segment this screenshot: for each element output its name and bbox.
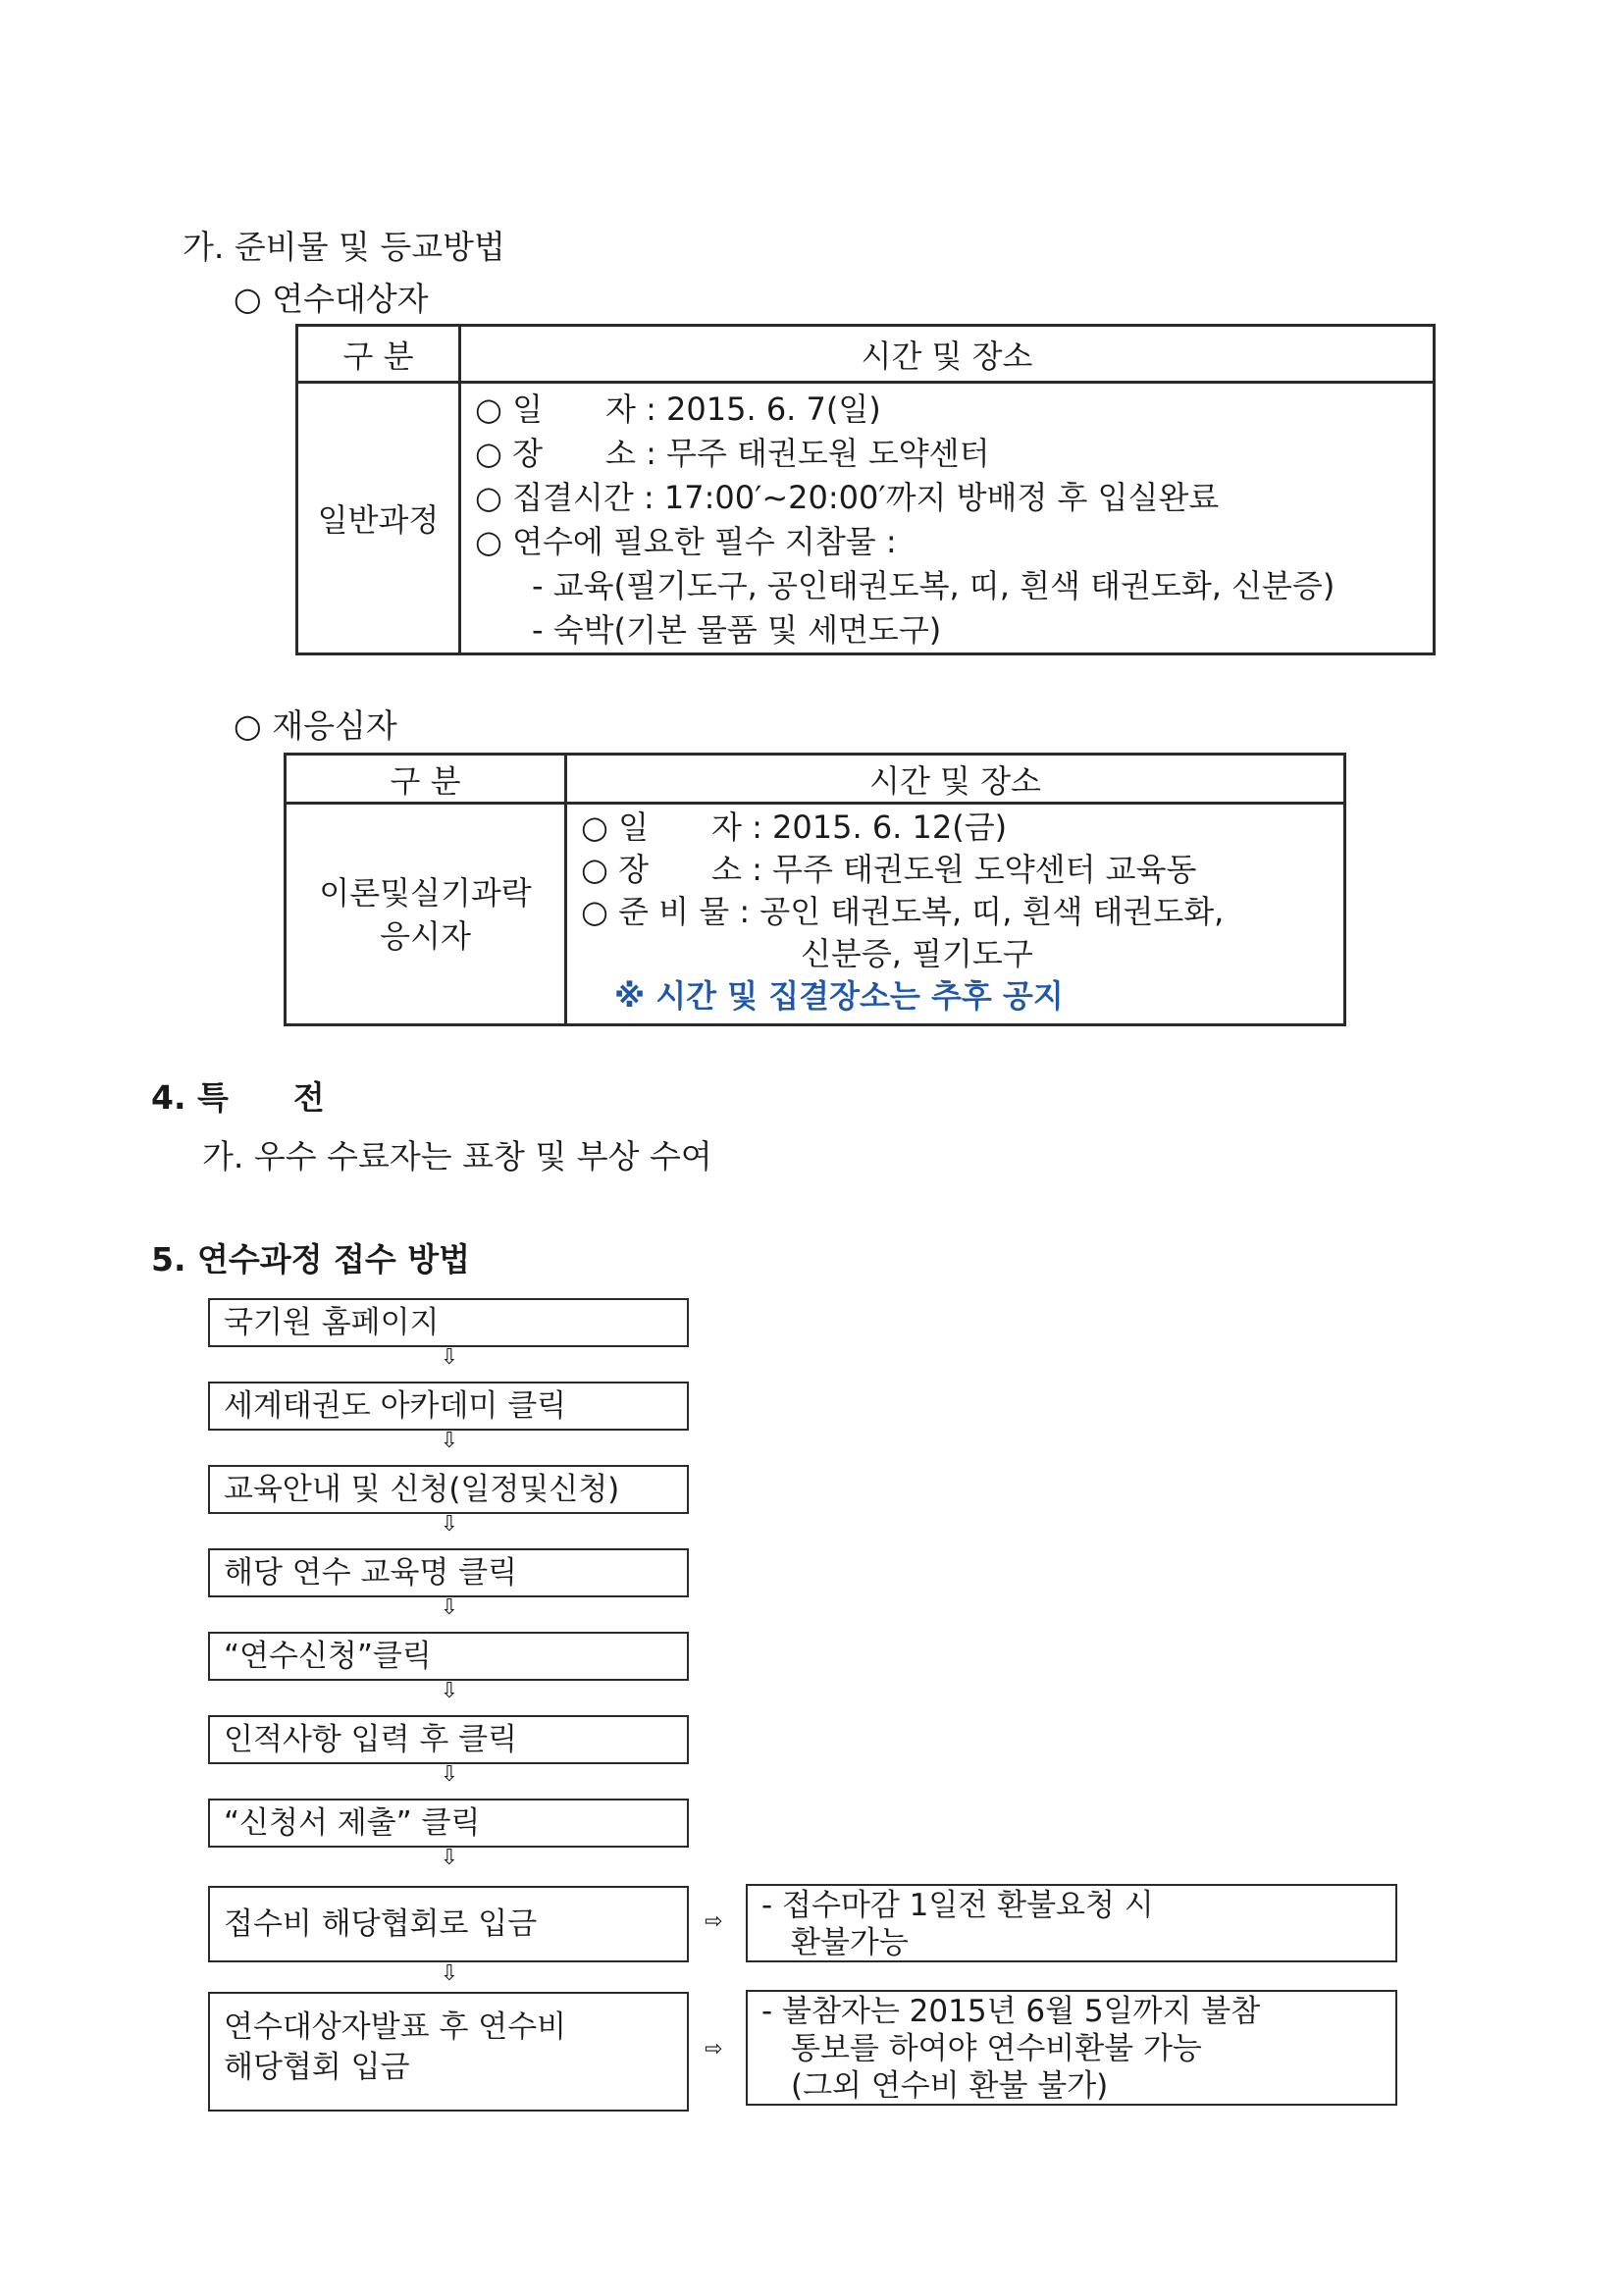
details-cell [566,804,1345,1025]
detail-education-items: - 교육(필기도구, 공인태권도복, 띠, 흰색 태권도화, 신분증) [532,567,1335,604]
note-line: (그외 연수비 환불 불가) [791,2068,1109,2104]
flow-step: 국기원 홈페이지 [208,1298,689,1347]
header-category: 구 분 [286,755,566,804]
category-cell [286,804,566,1025]
detail-place: ○ 장 소 : 무주 태권도원 도약센터 [475,435,990,472]
category-line: 응시자 [380,916,471,955]
flow-step: “연수신청”클릭 [208,1632,689,1681]
section-title-preparations: 가. 준비물 및 등교방법 [183,228,505,266]
subheading-trainees: ○ 연수대상자 [234,280,429,318]
table-header-row [297,326,1435,383]
category-line: 이론및실기과락 [319,873,532,912]
flow-step: “신청서 제출” 클릭 [208,1799,689,1848]
subheading-retest: ○ 재응심자 [234,706,397,745]
detail-preparations-cont: 신분증, 필기도구 [801,935,1033,972]
arrow-down-icon: ⇩ [440,1762,459,1787]
flow-step-final [208,1992,689,2112]
arrow-down-icon: ⇩ [440,1429,459,1453]
note-line: - 불참자는 2015년 6월 5일까지 불참 [761,1994,1261,2029]
table-header-row [286,755,1345,804]
flow-step-payment: 접수비 해당협회로 입금 [208,1886,689,1962]
flow-step: 인적사항 입력 후 클릭 [208,1715,689,1764]
final-step-line: 해당협회 입금 [224,2050,410,2085]
section-title-application: 5. 연수과정 접수 방법 [151,1240,470,1278]
note-refund-deadline [746,1884,1397,1962]
detail-date: ○ 일 자 : 2015. 6. 12(금) [581,809,1008,846]
final-step-line: 연수대상자발표 후 연수비 [224,2009,567,2045]
flow-step: 세계태권도 아카데미 클릭 [208,1382,689,1431]
arrow-down-icon: ⇩ [440,1679,459,1703]
arrow-right-icon: ⇨ [705,2037,723,2061]
detail-place: ○ 장 소 : 무주 태권도원 도약센터 교육동 [581,851,1197,888]
arrow-down-icon: ⇩ [440,1595,459,1620]
arrow-down-icon: ⇩ [440,1846,459,1870]
arrow-down-icon: ⇩ [440,1345,459,1370]
detail-preparations: ○ 준 비 물 : 공인 태권도복, 띠, 흰색 태권도화, [581,893,1225,930]
note-line: - 접수마감 1일전 환불요청 시 [761,1888,1154,1923]
header-time-place: 시간 및 장소 [566,755,1345,804]
benefits-item: 가. 우수 수료자는 표창 및 부상 수여 [202,1137,712,1175]
table-row [297,383,1435,654]
retest-table [284,753,1346,1026]
trainees-table [295,324,1436,655]
detail-lodging-items: - 숙박(기본 물품 및 세면도구) [532,611,942,649]
detail-date: ○ 일 자 : 2015. 6. 7(일) [475,391,881,428]
arrow-down-icon: ⇩ [440,1961,459,1986]
arrow-right-icon: ⇨ [705,1909,723,1934]
arrow-down-icon: ⇩ [440,1512,459,1537]
note-line: 환불가능 [791,1925,909,1960]
details-cell [460,383,1435,654]
header-category: 구 분 [297,326,460,383]
notice-text: ※ 시간 및 집결장소는 추후 공지 [614,977,1064,1015]
section-title-benefits: 4. 특 전 [151,1078,325,1117]
header-time-place: 시간 및 장소 [460,326,1435,383]
flow-step: 해당 연수 교육명 클릭 [208,1548,689,1597]
flow-step: 교육안내 및 신청(일정및신청) [208,1465,689,1514]
category-cell: 일반과정 [297,383,460,654]
table-row [286,804,1345,1025]
detail-gathering-time: ○ 집결시간 : 17:00′~20:00′까지 방배정 후 입실완료 [475,479,1220,516]
detail-required-items: ○ 연수에 필요한 필수 지참물 : [475,523,897,560]
note-absence-refund [746,1990,1397,2106]
note-line: 통보를 하여야 연수비환불 가능 [791,2031,1202,2066]
